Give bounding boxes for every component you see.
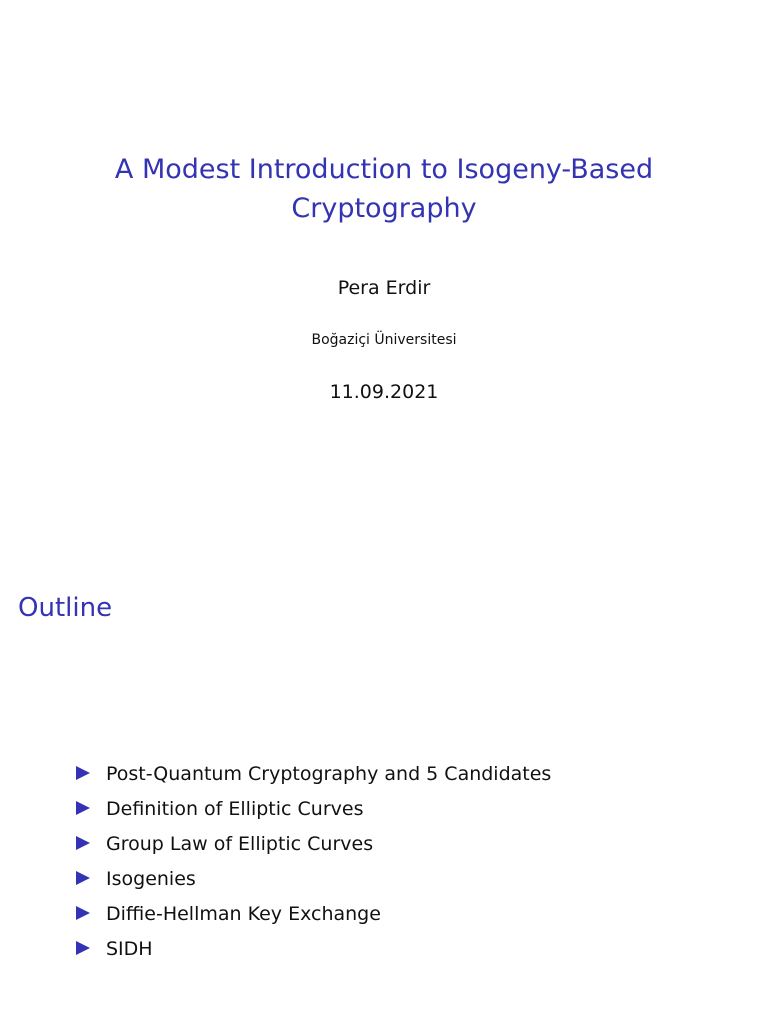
triangle-bullet-icon: [76, 871, 90, 885]
outline-heading: Outline: [18, 593, 113, 623]
list-item-label: Isogenies: [106, 867, 196, 890]
list-item: [76, 791, 551, 826]
triangle-bullet-icon: [76, 941, 90, 955]
author-name: Pera Erdir: [337, 277, 431, 299]
list-item-label: Diffie-Hellman Key Exchange: [106, 902, 381, 925]
presentation-date: 11.09.2021: [329, 381, 439, 403]
list-item-label: Group Law of Elliptic Curves: [106, 832, 374, 855]
list-item-label: SIDH: [106, 937, 153, 960]
institute-name: Boğaziçi Üniversitesi: [311, 332, 457, 348]
outline-slide: [0, 576, 768, 1024]
list-item: [76, 931, 551, 966]
title-line-2: Cryptography: [291, 193, 477, 224]
list-item: [76, 826, 551, 861]
list-item-label: Definition of Elliptic Curves: [106, 797, 364, 820]
list-item: [76, 861, 551, 896]
triangle-bullet-icon: [76, 766, 90, 780]
triangle-bullet-icon: [76, 801, 90, 815]
list-item-label: Post-Quantum Cryptography and 5 Candidates: [106, 762, 552, 785]
triangle-bullet-icon: [76, 836, 90, 850]
list-item: [76, 896, 551, 931]
title-line-1: A Modest Introduction to Isogeny-Based: [114, 154, 654, 185]
presentation-title: [0, 150, 768, 228]
outline-list: [76, 756, 551, 966]
triangle-bullet-icon: [76, 906, 90, 920]
list-item: [76, 756, 551, 791]
